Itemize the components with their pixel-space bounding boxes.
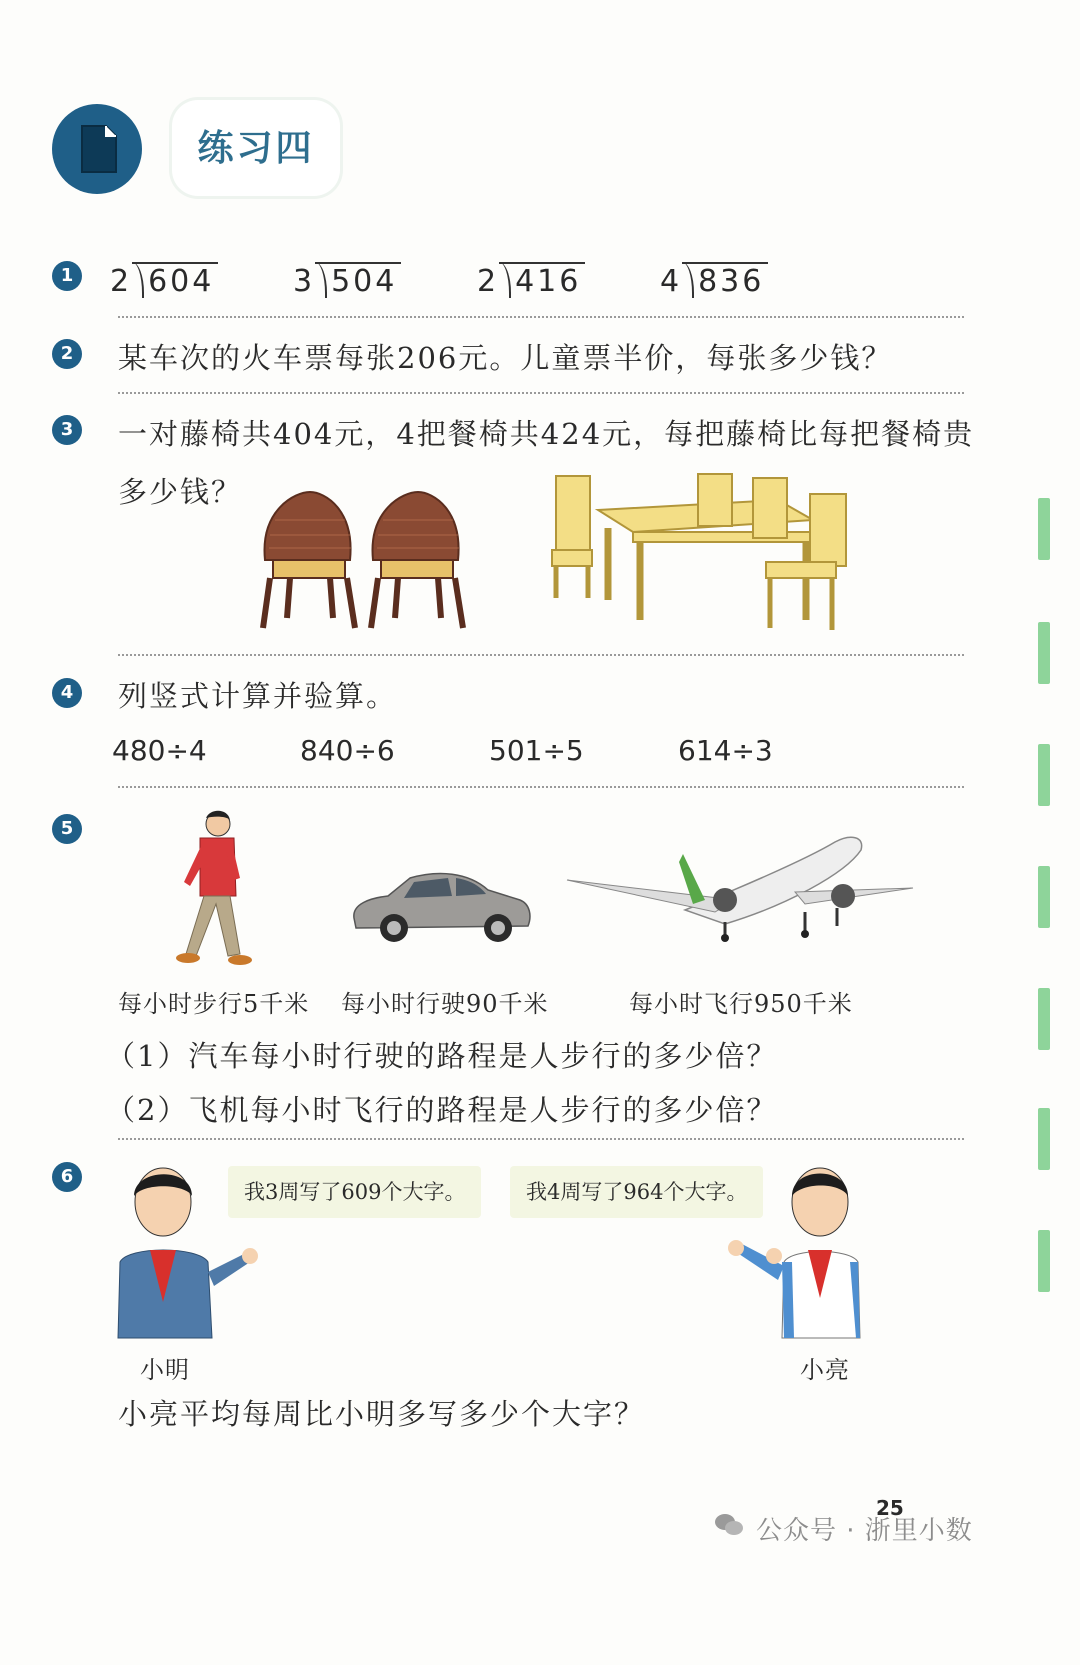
expression-3: 501÷5	[489, 734, 584, 767]
problem-5-question-2: （2）飞机每小时飞行的路程是人步行的多少倍？	[106, 1093, 778, 1127]
side-tab-marker	[1038, 988, 1050, 1050]
problem-6-badge: 6	[52, 1162, 82, 1192]
page-number: 25	[876, 1496, 904, 1520]
speech-bubble-xiaoliang: 我4周写了964个大字。	[510, 1166, 763, 1218]
expression-2: 840÷6	[300, 734, 395, 767]
problem-2-text: 某车次的火车票每张206元。儿童票半价，每张多少钱？	[118, 341, 893, 375]
problem-4-badge: 4	[52, 678, 82, 708]
airplane-illustration	[565, 830, 915, 945]
problem-3-line2: 多少钱？	[118, 475, 243, 509]
divider	[118, 392, 964, 394]
plane-speed-caption: 每小时飞行950千米	[629, 990, 853, 1018]
side-tab-marker	[1038, 622, 1050, 684]
problem-6-question: 小亮平均每周比小明多写多少个大字？	[118, 1397, 646, 1431]
name-xiaoliang: 小亮	[800, 1356, 850, 1384]
dining-table-illustration	[548, 470, 858, 634]
side-tab-marker	[1038, 498, 1050, 560]
problem-3-badge: 3	[52, 415, 82, 445]
expression-4: 614÷3	[678, 734, 773, 767]
walking-person-illustration	[170, 808, 260, 976]
long-division-3: 2 416	[477, 262, 585, 299]
problem-5-question-1: （1）汽车每小时行驶的路程是人步行的多少倍？	[106, 1039, 778, 1073]
car-speed-caption: 每小时行驶90千米	[341, 990, 549, 1018]
long-division-2: 3 504	[293, 262, 401, 299]
divider	[118, 654, 964, 656]
long-division-4: 4 836	[660, 262, 768, 299]
speech-bubble-xiaoming: 我3周写了609个大字。	[228, 1166, 481, 1218]
page-title: 练习四	[197, 127, 315, 169]
side-tab-marker	[1038, 866, 1050, 928]
problem-4-text: 列竖式计算并验算。	[118, 679, 398, 713]
problem-2-badge: 2	[52, 339, 82, 369]
expression-1: 480÷4	[112, 734, 207, 767]
side-tab-marker	[1038, 1230, 1050, 1292]
problem-5-badge: 5	[52, 814, 82, 844]
problem-1-badge: 1	[52, 261, 82, 291]
divider	[118, 786, 964, 788]
name-xiaoming: 小明	[140, 1356, 190, 1384]
watermark-text: 公众号 · 浙里小数	[756, 1516, 973, 1546]
wechat-icon	[714, 1512, 744, 1538]
side-tab-marker	[1038, 744, 1050, 806]
header-title-box	[172, 100, 340, 196]
long-division-1: 2 604	[110, 262, 218, 299]
divider	[118, 316, 964, 318]
car-illustration	[348, 868, 533, 946]
problem-3-line1: 一对藤椅共404元，4把餐椅共424元，每把藤椅比每把餐椅贵	[118, 417, 975, 451]
walk-speed-caption: 每小时步行5千米	[118, 990, 310, 1018]
header-icon	[52, 104, 142, 194]
side-tab-marker	[1038, 1108, 1050, 1170]
divider	[118, 1138, 964, 1140]
rattan-chairs-illustration	[255, 490, 470, 632]
